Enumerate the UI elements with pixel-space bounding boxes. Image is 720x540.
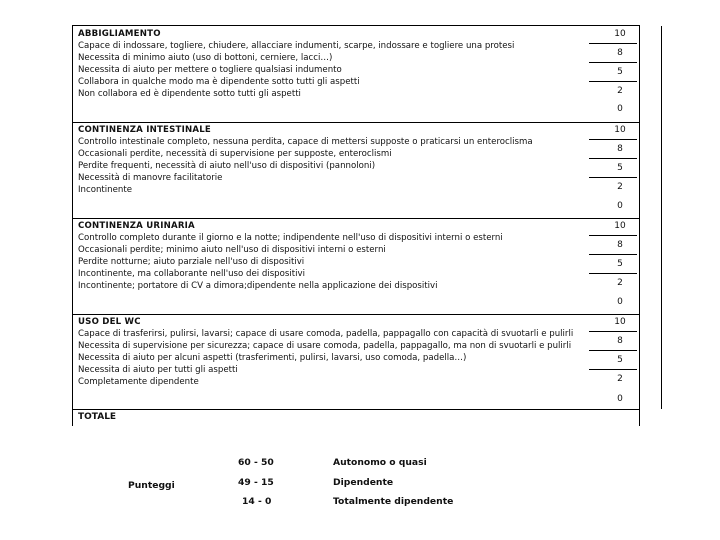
score-value: 8 (617, 336, 623, 346)
score-value: 5 (617, 163, 623, 173)
section-divider (73, 314, 639, 315)
item-line: Incontinente; portatore di CV a dimora;dipendente nella applicazione dei dispositivi (78, 280, 438, 291)
score-value: 2 (617, 182, 623, 192)
score-value: 10 (614, 317, 626, 327)
legend-desc: Dipendente (333, 477, 394, 488)
item-line: Controllo intestinale completo, nessuna perdita, capace di mettersi supposte o praticarsi un enteroclisma (78, 136, 533, 147)
score-divider (589, 254, 637, 255)
item-line: Collabora in qualche modo ma è dipendente sotto tutti gli aspetti (78, 76, 360, 87)
section-abbigliamento (78, 29, 588, 100)
item-line: Necessità di manovre facilitatorie (78, 172, 223, 183)
item-line: Incontinente, ma collaborante nell'uso dei dispositivi (78, 268, 305, 279)
item-line: Capace di trasferirsi, pulirsi, lavarsi; capace di usare comoda, padella, pappagallo con capacità di svuotarli e pulirli (78, 328, 574, 339)
section-divider (73, 218, 639, 219)
section-title: CONTINENZA URINARIA (78, 221, 195, 231)
score-divider (589, 235, 637, 236)
score-divider (589, 62, 637, 63)
section-uso-del-wc (78, 317, 588, 388)
item-line: Perdite notturne; aiuto parziale nell'uso di dispositivi (78, 256, 305, 267)
score-divider (589, 331, 637, 332)
item-line: Necessita di aiuto per mettere o togliere qualsiasi indumento (78, 64, 342, 75)
score-value: 2 (617, 374, 623, 384)
item-line: Non collabora ed è dipendente sotto tutti gli aspetti (78, 88, 301, 99)
item-line: Completamente dipendente (78, 376, 199, 387)
score-value: 5 (617, 355, 623, 365)
item-line: Necessita di aiuto per tutti gli aspetti (78, 364, 238, 375)
punteggi-label: Punteggi (128, 480, 175, 491)
section-continenza-urinaria (78, 221, 588, 292)
score-value: 2 (617, 86, 623, 96)
score-value: 8 (617, 144, 623, 154)
score-value: 8 (617, 48, 623, 58)
score-divider (589, 158, 637, 159)
score-divider (589, 350, 637, 351)
item-line: Perdite frequenti, necessità di aiuto nell'uso di dispositivi (pannoloni) (78, 160, 376, 171)
score-divider (589, 139, 637, 140)
item-line: Necessita di aiuto per alcuni aspetti (trasferimenti, pulirsi, lavarsi, uso comoda, padella…) (78, 352, 467, 363)
legend-range: 14 - 0 (242, 496, 272, 507)
legend-desc: Totalmente dipendente (333, 496, 454, 507)
score-value: 10 (614, 221, 626, 231)
score-divider (589, 369, 637, 370)
score-value: 0 (617, 297, 623, 307)
score-divider (589, 177, 637, 178)
score-value: 10 (614, 29, 626, 39)
item-line: Controllo completo durante il giorno e la notte; indipendente nell'uso di dispositivi interni o esterni (78, 232, 503, 243)
item-line: Capace di indossare, togliere, chiudere, allacciare indumenti, scarpe, indossare e togliere una protesi (78, 40, 515, 51)
score-divider (589, 273, 637, 274)
score-value: 2 (617, 278, 623, 288)
totale-label: TOTALE (78, 412, 117, 422)
score-value: 8 (617, 240, 623, 250)
legend-range: 60 - 50 (238, 457, 274, 468)
item-line: Occasionali perdite; minimo aiuto nell'uso di dispositivi interni o esterni (78, 244, 386, 255)
section-continenza-intestinale (78, 125, 588, 196)
section-title: USO DEL WC (78, 317, 141, 327)
score-value: 0 (617, 394, 623, 404)
legend-range: 49 - 15 (238, 477, 274, 488)
score-divider (589, 43, 637, 44)
section-title: ABBIGLIAMENTO (78, 29, 161, 39)
legend-desc: Autonomo o quasi (333, 457, 427, 468)
section-title: CONTINENZA INTESTINALE (78, 125, 211, 135)
score-value: 0 (617, 201, 623, 211)
score-value: 5 (617, 259, 623, 269)
section-divider (73, 122, 639, 123)
item-line: Occasionali perdite, necessità di supervisione per supposte, enteroclismi (78, 148, 392, 159)
item-line: Necessita di minimo aiuto (uso di bottoni, cerniere, lacci…) (78, 52, 333, 63)
score-value: 10 (614, 125, 626, 135)
score-value: 5 (617, 67, 623, 77)
score-column-divider (661, 26, 662, 409)
item-line: Necessita di supervisione per sicurezza; capace di usare comoda, padella, pappagallo, ma non di svuotarli e pulirli (78, 340, 572, 351)
score-divider (589, 81, 637, 82)
item-line: Incontinente (78, 184, 133, 195)
score-value: 0 (617, 104, 623, 114)
section-divider (73, 409, 639, 410)
